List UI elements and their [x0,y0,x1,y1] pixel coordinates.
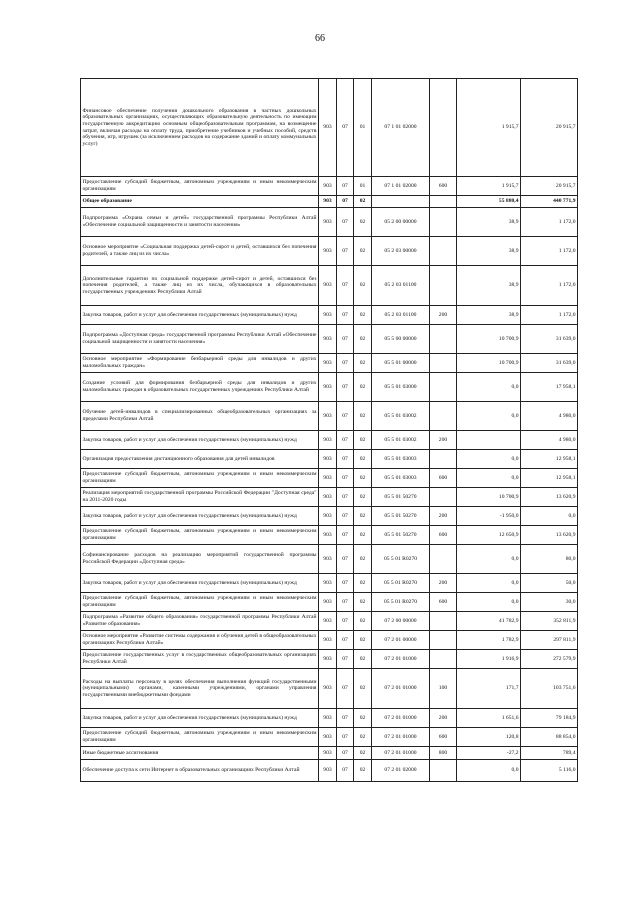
table-cell-amount-2: 20 915,7 [521,177,578,196]
table-cell-target: 07 2 01 01000 [372,669,430,709]
table-cell-code: 903 [319,306,337,325]
table-cell-amount-2: 103 751,6 [521,669,578,709]
table-cell-section: 07 [337,469,354,488]
table-cell-name: Софинансирование расходов на реализацию мероприятий государственной программы Российской Федерации «Доступная среда» [81,545,319,574]
table-cell-code: 903 [319,469,337,488]
table-cell-subsection: 02 [354,325,372,354]
table-row [81,196,578,208]
table-cell-code: 903 [319,507,337,526]
table-cell-name: Реализация мероприятий государственной программы Российской Федерации "Доступная среда" на 2011-2020 годы [81,488,319,507]
table-cell-section: 07 [337,79,354,177]
table-cell-code: 903 [319,373,337,402]
table-cell-amount-2: 272 579,9 [521,650,578,669]
table-cell-amount-1: 38,9 [457,208,521,237]
table-row [81,450,578,469]
table-cell-subsection: 02 [354,469,372,488]
table-cell-amount-2: 4 980,0 [521,431,578,450]
table-cell-amount-1: 171,7 [457,669,521,709]
table-cell-amount-2: 20 915,7 [521,79,578,177]
table-row [81,488,578,507]
table-cell-amount-1: 10 700,9 [457,325,521,354]
table-cell-expense-type: 600 [430,593,457,612]
table-cell-name: Предоставление субсидий бюджетным, автономным учреждениям и иным некоммерческим организациям [81,469,319,488]
table-cell-code: 903 [319,488,337,507]
table-cell-amount-1: -27,2 [457,747,521,760]
table-row [81,354,578,373]
table-cell-code: 903 [319,709,337,728]
table-cell-code: 903 [319,208,337,237]
table-cell-amount-1: 0,0 [457,469,521,488]
table-cell-expense-type [430,325,457,354]
table-cell-name: Подпрограмма «Охрана семьи и детей» государственной программы Республики Алтай «Обеспечение социальной защищенности и занятости населения» [81,208,319,237]
table-cell-name: Обеспечение доступа к сети Интернет в образовательных организациях Республики Алтай [81,760,319,782]
table-cell-subsection: 02 [354,196,372,208]
table-cell-code: 903 [319,650,337,669]
table-cell-code: 903 [319,354,337,373]
table-cell-expense-type [430,631,457,650]
table-cell-target: 05 5 01 50270 [372,507,430,526]
table-cell-amount-1: 0,0 [457,402,521,431]
table-cell-target: 05 5 01 03003 [372,469,430,488]
table-cell-subsection: 02 [354,526,372,545]
table-cell-expense-type [430,488,457,507]
table-cell-amount-2: 789,4 [521,747,578,760]
table-row [81,237,578,266]
table-cell-amount-1: 1 916,9 [457,650,521,669]
table-row [81,266,578,306]
table-row [81,306,578,325]
budget-table [80,78,578,782]
table-cell-section: 07 [337,354,354,373]
table-cell-subsection: 02 [354,747,372,760]
table-cell-section: 07 [337,325,354,354]
table-cell-expense-type: 200 [430,507,457,526]
table-cell-expense-type: 600 [430,526,457,545]
table-cell-section: 07 [337,728,354,747]
table-cell-target: 05 5 01 R0270 [372,593,430,612]
table-cell-code: 903 [319,266,337,306]
table-row [81,709,578,728]
table-cell-section: 07 [337,507,354,526]
table-cell-code: 903 [319,545,337,574]
table-cell-expense-type [430,354,457,373]
table-cell-name: Закупка товаров, работ и услуг для обеспечения государственных (муниципальных) нужд [81,574,319,593]
table-cell-target: 07 2 01 01000 [372,650,430,669]
table-cell-target: 05 5 01 03003 [372,450,430,469]
table-cell-subsection: 02 [354,612,372,631]
table-cell-amount-1: 38,9 [457,306,521,325]
table-cell-name: Предоставление государственных услуг в государственных общеобразовательных организациях Республики Алтай [81,650,319,669]
table-cell-expense-type: 600 [430,177,457,196]
table-cell-target: 05 5 00 00000 [372,325,430,354]
table-cell-name: Организация предоставления дистанционного образования для детей инвалидов [81,450,319,469]
table-row [81,469,578,488]
table-cell-name: Предоставление субсидий бюджетным, автономным учреждениям и иным некоммерческим организациям [81,177,319,196]
table-cell-section: 07 [337,266,354,306]
table-cell-section: 07 [337,545,354,574]
budget-table-body [81,79,578,782]
table-cell-name: Основное мероприятие «Формирование безбарьерной среды для инвалидов и других маломобильных граждан» [81,354,319,373]
table-cell-code: 903 [319,402,337,431]
table-cell-expense-type: 200 [430,431,457,450]
table-cell-section: 07 [337,747,354,760]
table-cell-section: 07 [337,306,354,325]
table-cell-amount-2: 31 639,0 [521,354,578,373]
table-cell-target: 05 5 01 03002 [372,431,430,450]
table-cell-target: 07 2 01 00000 [372,631,430,650]
table-cell-section: 07 [337,208,354,237]
table-cell-expense-type [430,373,457,402]
table-row [81,545,578,574]
table-cell-target: 05 5 01 R0270 [372,574,430,593]
table-cell-expense-type [430,208,457,237]
table-cell-code: 903 [319,747,337,760]
table-cell-subsection: 02 [354,728,372,747]
table-cell-name: Закупка товаров, работ и услуг для обеспечения государственных (муниципальных) нужд [81,709,319,728]
table-cell-section: 07 [337,402,354,431]
table-row [81,208,578,237]
table-cell-amount-1: 41 782,9 [457,612,521,631]
table-cell-subsection: 02 [354,669,372,709]
table-cell-subsection: 02 [354,709,372,728]
table-cell-expense-type: 200 [430,306,457,325]
table-cell-target: 07 1 01 02000 [372,177,430,196]
table-cell-name: Подпрограмма «Доступная среда» государственной программы Республики Алтай «Обеспечение социальной защищенности и занятости населения» [81,325,319,354]
table-cell-section: 07 [337,526,354,545]
table-row [81,760,578,782]
table-cell-subsection: 02 [354,650,372,669]
table-cell-expense-type [430,650,457,669]
table-cell-amount-1: 0,0 [457,760,521,782]
table-cell-amount-1: 0,0 [457,593,521,612]
table-cell-amount-1: 1 915,7 [457,177,521,196]
table-cell-code: 903 [319,631,337,650]
table-cell-name: Предоставление субсидий бюджетным, автономным учреждениям и иным некоммерческим организациям [81,526,319,545]
table-cell-code: 903 [319,325,337,354]
table-cell-name: Основное мероприятие «Социальная поддержка детей-сирот и детей, оставшихся без попечения родителей, а также лиц из их числа» [81,237,319,266]
table-cell-amount-2: 79 184,9 [521,709,578,728]
table-cell-name: Общее образование [81,196,319,208]
table-cell-code: 903 [319,79,337,177]
table-cell-amount-2: 12 958,1 [521,469,578,488]
table-cell-code: 903 [319,593,337,612]
table-cell-amount-2: 297 811,9 [521,631,578,650]
table-cell-amount-1: 38,9 [457,237,521,266]
table-row [81,526,578,545]
table-cell-target: 05 5 01 R0270 [372,545,430,574]
table-cell-expense-type [430,196,457,208]
table-row [81,373,578,402]
table-cell-target: 07 2 01 02000 [372,760,430,782]
table-cell-amount-1: 0,0 [457,450,521,469]
table-cell-amount-2: 88 854,0 [521,728,578,747]
table-cell-amount-2: 5 116,0 [521,760,578,782]
table-row [81,574,578,593]
table-cell-expense-type [430,545,457,574]
table-cell-subsection: 02 [354,402,372,431]
table-cell-section: 07 [337,373,354,402]
table-cell-name: Иные бюджетные ассигнования [81,747,319,760]
table-cell-amount-1: 55 880,4 [457,196,521,208]
table-cell-section: 07 [337,431,354,450]
table-cell-subsection: 02 [354,237,372,266]
table-cell-section: 07 [337,450,354,469]
table-row [81,402,578,431]
table-cell-amount-2: 80,0 [521,545,578,574]
table-cell-subsection: 02 [354,507,372,526]
table-cell-amount-2: 4 980,0 [521,402,578,431]
table-cell-subsection: 02 [354,431,372,450]
table-cell-expense-type: 800 [430,747,457,760]
table-cell-section: 07 [337,196,354,208]
table-row [81,325,578,354]
table-cell-subsection: 02 [354,574,372,593]
table-cell-section: 07 [337,709,354,728]
table-cell-amount-2: 1 172,0 [521,237,578,266]
table-cell-target: 07 2 01 01000 [372,747,430,760]
table-cell-section: 07 [337,650,354,669]
table-row [81,728,578,747]
table-cell-target: 05 2 03 00000 [372,237,430,266]
table-cell-name: Обучение детей-инвалидов в специализированных общеобразовательных организациях за пределами Республики Алтай [81,402,319,431]
table-cell-section: 07 [337,574,354,593]
table-cell-amount-2: 17 958,1 [521,373,578,402]
table-cell-amount-1: 10 700,9 [457,354,521,373]
table-cell-amount-1: 12 650,9 [457,526,521,545]
table-cell-target: 05 2 03 01100 [372,266,430,306]
table-cell-subsection: 02 [354,760,372,782]
table-cell-subsection: 02 [354,545,372,574]
table-cell-code: 903 [319,450,337,469]
table-cell-expense-type: 600 [430,728,457,747]
table-cell-name: Предоставление субсидий бюджетным, автономным учреждениям и иным некоммерческим организациям [81,728,319,747]
table-cell-amount-1: 0,0 [457,373,521,402]
table-row [81,177,578,196]
table-cell-section: 07 [337,631,354,650]
table-cell-subsection: 02 [354,593,372,612]
table-cell-amount-2: 12 958,1 [521,450,578,469]
table-cell-name: Закупка товаров, работ и услуг для обеспечения государственных (муниципальных) нужд [81,306,319,325]
table-cell-subsection: 02 [354,488,372,507]
table-cell-code: 903 [319,196,337,208]
table-cell-expense-type [430,237,457,266]
table-cell-amount-1: 1 782,9 [457,631,521,650]
table-row [81,507,578,526]
table-cell-subsection: 01 [354,79,372,177]
table-cell-amount-2: 50,0 [521,574,578,593]
table-cell-expense-type [430,612,457,631]
table-cell-subsection: 02 [354,208,372,237]
table-cell-section: 07 [337,488,354,507]
table-cell-amount-1: 0,0 [457,574,521,593]
table-cell-subsection: 02 [354,631,372,650]
table-cell-subsection: 02 [354,306,372,325]
table-cell-expense-type: 200 [430,709,457,728]
table-cell-target: 05 2 03 01100 [372,306,430,325]
table-cell-name: Подпрограмма «Развитие общего образования» государственной программы Республики Алтай «Развитие образования» [81,612,319,631]
table-cell-section: 07 [337,593,354,612]
table-cell-code: 903 [319,574,337,593]
table-cell-name: Дополнительные гарантии по социальной поддержке детей-сирот и детей, оставшихся без попечения родителей, а также лиц из их числа, обучающихся в образовательных государственных учреждениях Республики Алтай [81,266,319,306]
table-cell-amount-2: 13 620,9 [521,526,578,545]
table-cell-name: Расходы на выплаты персоналу в целях обеспечения выполнения функций государственными (муниципальными) органами, казенными учреждениями, органами управления государственными внебюджетными фондами [81,669,319,709]
table-cell-code: 903 [319,526,337,545]
table-row [81,612,578,631]
table-cell-target: 05 5 01 03000 [372,373,430,402]
table-cell-amount-2: 1 172,0 [521,266,578,306]
table-row [81,431,578,450]
table-cell-target: 07 2 01 01000 [372,728,430,747]
table-row [81,631,578,650]
table-cell-section: 07 [337,612,354,631]
table-cell-expense-type: 600 [430,469,457,488]
table-cell-target [372,196,430,208]
table-cell-name: Закупка товаров, работ и услуг для обеспечения государственных (муниципальных) нужд [81,431,319,450]
table-cell-amount-2: 1 172,0 [521,306,578,325]
table-cell-expense-type [430,402,457,431]
table-cell-subsection: 01 [354,177,372,196]
table-cell-amount-1: 1 651,6 [457,709,521,728]
table-cell-amount-1: 120,8 [457,728,521,747]
table-cell-amount-1: 1 915,7 [457,79,521,177]
table-cell-expense-type: 100 [430,669,457,709]
table-cell-name: Основное мероприятие «Развитие системы содержания и обучения детей в общеобразовательных организациях Республики Алтай» [81,631,319,650]
table-cell-code: 903 [319,177,337,196]
table-cell-target: 07 2 01 01000 [372,709,430,728]
table-cell-section: 07 [337,760,354,782]
table-cell-section: 07 [337,177,354,196]
table-cell-code: 903 [319,237,337,266]
table-cell-code: 903 [319,760,337,782]
table-cell-amount-2: 352 811,9 [521,612,578,631]
table-cell-amount-2: 1 172,0 [521,208,578,237]
table-cell-target: 07 1 01 02000 [372,79,430,177]
table-cell-amount-1: 10 700,9 [457,488,521,507]
table-cell-amount-2: 440 771,9 [521,196,578,208]
table-cell-amount-1: 38,9 [457,266,521,306]
table-row [81,79,578,177]
table-cell-name: Создание условий для формирования безбарьерной среды для инвалидов и других маломобильных граждан в образовательных государственных учреждениях Республики Алтай [81,373,319,402]
table-row [81,593,578,612]
table-row [81,650,578,669]
table-cell-target: 05 5 01 03002 [372,402,430,431]
table-cell-expense-type [430,760,457,782]
table-cell-target: 05 5 01 00000 [372,354,430,373]
table-row [81,747,578,760]
table-cell-name: Предоставление субсидий бюджетным, автономным учреждениям и иным некоммерческим организациям [81,593,319,612]
table-cell-expense-type: 200 [430,574,457,593]
table-cell-expense-type [430,266,457,306]
table-row [81,669,578,709]
table-cell-target: 05 5 01 50270 [372,526,430,545]
table-cell-amount-2: 30,0 [521,593,578,612]
table-cell-amount-2: 31 639,0 [521,325,578,354]
table-cell-target: 07 2 00 00000 [372,612,430,631]
table-cell-expense-type [430,79,457,177]
table-cell-section: 07 [337,237,354,266]
table-cell-target: 05 5 01 50270 [372,488,430,507]
table-cell-name: Финансовое обеспечение получения дошкольного образования в частных дошкольных образовательных организациях, осуществляющих образовательную деятельность по имеющим государственную аккредитацию основным общеобразовательным программам, на возмещение затрат, включая расходы на оплату труда, приобретение учебников и учебных пособий, средств обучения, игр, игрушек (за исключением расходов на содержание зданий и оплату коммунальных услуг) [81,79,319,177]
table-cell-code: 903 [319,728,337,747]
table-cell-code: 903 [319,669,337,709]
table-cell-subsection: 02 [354,373,372,402]
table-cell-code: 903 [319,612,337,631]
table-cell-subsection: 02 [354,354,372,373]
page-number: 66 [315,33,325,44]
table-cell-amount-1: -1 950,0 [457,507,521,526]
table-cell-expense-type [430,450,457,469]
table-cell-target: 05 2 00 00000 [372,208,430,237]
table-cell-subsection: 02 [354,266,372,306]
table-cell-amount-1 [457,431,521,450]
table-cell-amount-2: 13 620,9 [521,488,578,507]
table-cell-amount-2: 0,0 [521,507,578,526]
table-cell-amount-1: 0,0 [457,545,521,574]
table-cell-section: 07 [337,669,354,709]
table-cell-name: Закупка товаров, работ и услуг для обеспечения государственных (муниципальных) нужд [81,507,319,526]
table-cell-subsection: 02 [354,450,372,469]
table-cell-code: 903 [319,431,337,450]
